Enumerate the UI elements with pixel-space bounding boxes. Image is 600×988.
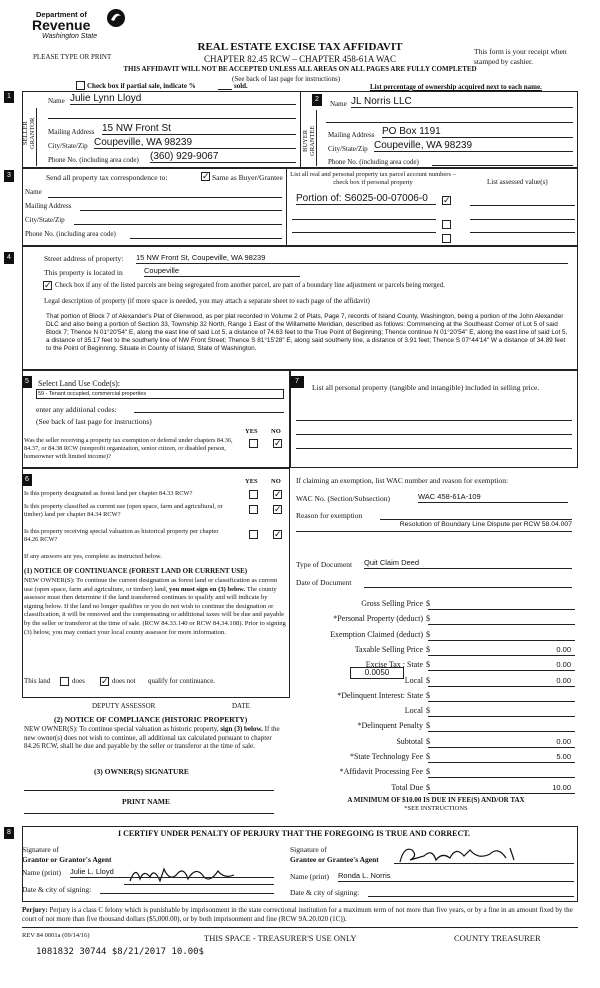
exemption-label: If claiming an exemption, list WAC number and reason for exemption:: [296, 476, 509, 485]
reason-text[interactable]: Resolution of Boundary Line Dispute per RCW 58.04.007: [296, 521, 572, 532]
notice-1-title: (1) NOTICE OF CONTINUANCE (FOREST LAND OR CURRENT USE): [24, 567, 248, 575]
fee-dollar-sign: $: [426, 752, 430, 761]
fee-line[interactable]: [428, 609, 575, 610]
parcel-3[interactable]: [292, 232, 436, 233]
section-2-number: 2: [312, 94, 322, 106]
see-instructions: *SEE INSTRUCTIONS: [404, 805, 468, 812]
form-subtitle: CHAPTER 82.45 RCW – CHAPTER 458-61A WAC: [204, 54, 396, 64]
grantee-signature[interactable]: [394, 842, 574, 864]
parcel-1[interactable]: Portion of: S6025-00-07006-0: [296, 193, 436, 205]
fee-label: *Personal Property (deduct): [333, 614, 423, 624]
land-use-select[interactable]: 59 - Tenant occupied, commercial properties: [36, 389, 284, 399]
fee-line[interactable]: [428, 793, 575, 794]
see-back-note: (See back of last page for instructions): [232, 75, 341, 83]
dept-state: Washington State: [42, 33, 98, 40]
deputy-label: DEPUTY ASSESSOR: [92, 702, 156, 710]
fee-row: [300, 783, 575, 795]
fee-line[interactable]: [428, 670, 575, 671]
doc-date[interactable]: [364, 587, 572, 588]
parcel-2-personal-checkbox[interactable]: [442, 220, 451, 229]
does-not-checkbox[interactable]: ✓: [101, 676, 109, 686]
fee-dollar-sign: $: [426, 660, 430, 670]
grantor-date-city-label: Date & city of signing:: [22, 885, 92, 894]
grantor-print-name[interactable]: Julie L. Lloyd: [70, 867, 274, 878]
fee-line[interactable]: [428, 701, 575, 702]
fee-dollar-sign: $: [426, 644, 430, 654]
buyer-mail-label: Mailing Address: [328, 131, 375, 139]
assessed-1[interactable]: [470, 205, 575, 206]
fee-dollar-sign: $: [426, 629, 430, 639]
fee-dollar-sign: $: [426, 614, 430, 624]
buyer-name[interactable]: JL Norris LLC: [351, 96, 573, 108]
parcel-header: List all real and personal property tax parcel account numbers – check box if personal property: [290, 171, 456, 186]
fee-dollar-sign: $: [426, 736, 430, 746]
seller-grantor-label: SELLER GRANTOR: [22, 117, 36, 149]
section-7-number: 7: [290, 376, 304, 388]
located-label: This property is located in: [44, 268, 123, 277]
dept-logo-icon: [106, 8, 126, 28]
section-5-number: 5: [22, 376, 32, 388]
same-as-buyer-checkbox[interactable]: ✓: [202, 171, 210, 181]
corr-name[interactable]: [48, 197, 282, 198]
legal-label: Legal description of property (if more space is needed, you may attach a separate sheet to each page of the affidavit): [44, 297, 370, 305]
deputy-date-label: DATE: [232, 702, 250, 710]
no-header-5: NO: [271, 428, 281, 435]
fee-dollar-sign: $: [426, 599, 430, 608]
section-1-number: 1: [4, 91, 14, 103]
dept-top: Department of: [36, 10, 87, 19]
fee-value[interactable]: 0.00: [556, 675, 571, 685]
fee-label: Exemption Claimed (deduct): [330, 629, 423, 639]
fee-label: Total Due: [391, 782, 423, 792]
fee-label: *Delinquent Interest: State: [337, 690, 423, 700]
personal-property-label: List all personal property (tangible and intangible) included in selling price.: [312, 383, 540, 392]
partial-sale-pct[interactable]: [218, 89, 232, 90]
notice-2-bold: sign (3) below.: [220, 725, 263, 733]
sig-grantor-label-b: Grantor or Grantor's Agent: [22, 855, 112, 864]
grantor-print-label: Name (print): [22, 868, 61, 877]
fee-row: [300, 660, 575, 672]
fee-label: Gross Selling Price: [361, 599, 423, 608]
exemption-question: Was the seller receiving a property tax exemption or deferral under chapters 84.36, 84.37, or 84.38 RCW (nonprofit organization, senior citizen, or disabled person, homeowner with limited income)?: [24, 437, 233, 460]
fee-row: [300, 599, 575, 611]
fee-line[interactable]: [428, 640, 575, 641]
fee-row: [300, 767, 575, 779]
fee-row: [300, 737, 575, 749]
q6-2-no-checkbox[interactable]: ✓: [274, 504, 282, 514]
corr-city[interactable]: [74, 224, 282, 225]
section-3-number: 3: [4, 170, 14, 182]
treasurer-stamp: 1081832 30744 $8/21/2017 10.00$: [36, 947, 204, 957]
minimum-note: A MINIMUM OF $10.00 IS DUE IN FEE(S) AND/OR TAX: [347, 796, 525, 804]
perjury-note: [22, 906, 578, 924]
personal-property-2[interactable]: [296, 434, 572, 435]
seller-city-label: City/State/Zip: [48, 142, 88, 150]
does-checkbox[interactable]: [60, 677, 69, 686]
print-name[interactable]: [24, 813, 274, 814]
fee-row: [300, 752, 575, 764]
see-back-5: (See back of last page for instructions): [36, 417, 152, 426]
assessed-3[interactable]: [470, 232, 575, 233]
dept-logo: [32, 8, 124, 42]
fee-dollar-sign: $: [426, 721, 430, 731]
this-land-label: This land: [24, 677, 51, 685]
parcel-1-personal-checkbox[interactable]: ✓: [443, 195, 451, 205]
buyer-mail[interactable]: PO Box 1191: [382, 126, 573, 138]
section-4-number: 4: [4, 252, 14, 264]
q5-yes-checkbox[interactable]: [249, 439, 258, 448]
ownership-note: List percentage of ownership acquired next to each name.: [370, 83, 542, 91]
fee-row: [300, 614, 575, 626]
q6-3-label: Is this property receiving special valuation as historical property per chapter 84.26 RCW?: [24, 528, 219, 543]
form-title: REAL ESTATE EXCISE TAX AFFIDAVIT: [197, 41, 403, 53]
send-correspondence-label: Send all property tax correspondence to:: [46, 173, 168, 182]
fee-dollar-sign: $: [426, 782, 430, 792]
rev-number: REV 84 0001a (09/14/16): [22, 932, 90, 939]
fee-row: [300, 676, 575, 688]
fee-row: [300, 706, 575, 718]
fee-label: *Delinquent Penalty: [357, 721, 423, 731]
segregated-checkbox[interactable]: ✓: [44, 280, 52, 290]
partial-sale-label: Check box if partial sale, indicate %: [87, 82, 196, 90]
fee-label: *State Technology Fee: [349, 752, 423, 761]
no-header-6: NO: [271, 478, 281, 485]
fee-value[interactable]: 0.00: [556, 736, 571, 746]
fee-dollar-sign: $: [426, 690, 430, 700]
deputy-signature[interactable]: [24, 697, 274, 698]
local-rate-box[interactable]: 0.0050: [350, 667, 404, 679]
corr-mail-label: Mailing Address: [25, 202, 72, 210]
fee-label: *Affidavit Processing Fee: [339, 767, 423, 777]
notice-2-title: (2) NOTICE OF COMPLIANCE (HISTORIC PROPERTY): [54, 715, 248, 724]
corr-mail[interactable]: [80, 210, 282, 211]
fee-label: Excise Tax : State: [365, 660, 423, 670]
sig-grantee-label-b: Grantee or Grantee's Agent: [290, 855, 379, 864]
owner-signature[interactable]: [24, 790, 274, 791]
buyer-name-extra[interactable]: [326, 122, 573, 123]
perjury-label: Perjury:: [22, 906, 48, 914]
notice-1-bold: you must sign on (3) below.: [169, 585, 246, 593]
personal-property-1[interactable]: [296, 420, 572, 421]
county-treasurer: COUNTY TREASURER: [454, 933, 541, 943]
parcel-2[interactable]: [292, 219, 436, 220]
buyer-city[interactable]: Coupeville, WA 98239: [374, 140, 573, 152]
corr-name-label: Name: [25, 188, 42, 196]
fee-dollar-sign: $: [426, 767, 430, 777]
notice-2-text-b: If the new owner(s) does not wish to continue, all additional tax calculated pursuant to chapter 84.26 RCW, shall be due and payable by the seller or transferor at the time of sale.: [24, 725, 280, 751]
fee-line[interactable]: [428, 747, 575, 748]
seller-name[interactable]: Julie Lynn Lloyd: [70, 93, 296, 105]
reason-line[interactable]: [380, 519, 572, 520]
seller-name-extra[interactable]: [48, 118, 296, 119]
located-in[interactable]: Coupeville: [144, 266, 300, 277]
dept-main: Revenue: [32, 17, 91, 33]
fee-value[interactable]: 0.00: [556, 644, 571, 654]
doc-type-label: Type of Document: [296, 560, 353, 569]
additional-codes[interactable]: [134, 412, 284, 413]
buyer-city-label: City/State/Zip: [328, 145, 368, 153]
seller-phone[interactable]: (360) 929-9067: [150, 151, 296, 163]
legal-description[interactable]: That portion of Block 7 of Alexander's Plat of Glenwood, as per plat recorded in Volume 2 of Plats, Page 7, records of Island County, Washington, being a portion of the John Alexander DLC and also being a portion of Section 33, Township 32 North, Range 1 East of the Willamette Meridian, described as follows: Commencing at the Southeast Corner of Lot 5 of said Block 7; Thence N 01°20'54" E, along the east line of said Lot 5, a distance of 74.63 feet to the True Point of Beginning; Thence continue N 01°20'54" E, along the east line of said Lot 5, a distance of 35.17 feet to the southerly line of NW Front Street; Thence S 81°15'28" E, along said southerly line, a distance of 3.91 feet; Thence S 07°44'14" W a distance of 34.89 feet to the Point of Beginning. Situate in County of Island, State of Washington.: [46, 313, 568, 352]
seller-mail[interactable]: 15 NW Front St: [102, 123, 296, 135]
grantor-date-city[interactable]: [100, 893, 274, 894]
sig-grantee-label-a: Signature of: [290, 845, 327, 854]
if-any-yes: If any answers are yes, complete as instructed below.: [24, 553, 162, 560]
fee-line[interactable]: [428, 716, 575, 717]
parcel-3-personal-checkbox[interactable]: [442, 234, 451, 243]
qualify-label: qualify for continuance.: [148, 677, 216, 685]
fee-label: Local: [404, 675, 423, 685]
notice-2-text: [24, 725, 286, 751]
sig-grantor-label-a: Signature of: [22, 845, 59, 854]
doc-date-label: Date of Document: [296, 578, 352, 587]
buyer-phone-label: Phone No. (including area code): [328, 158, 419, 166]
reason-label: Reason for exemption: [296, 511, 363, 520]
does-not-label: does not: [112, 677, 136, 685]
fee-value[interactable]: 5.00: [556, 752, 571, 761]
section-6-number: 6: [22, 474, 32, 486]
grantee-date-city-label: Date & city of signing:: [290, 888, 360, 897]
treasurer-space: THIS SPACE - TREASURER'S USE ONLY: [204, 933, 357, 943]
corr-phone-label: Phone No. (including area code): [25, 230, 116, 238]
receipt-note: This form is your receipt when stamped by cashier.: [474, 47, 567, 66]
q5-no-checkbox[interactable]: ✓: [274, 438, 282, 448]
q6-2-label: Is this property classified as current use (open space, farm and agricultural, or timber) land per chapter 84.34 RCW?: [24, 503, 223, 518]
same-as-buyer-label: Same as Buyer/Grantee: [212, 173, 283, 182]
fee-line[interactable]: [428, 686, 575, 687]
q6-1-yes-checkbox[interactable]: [249, 490, 258, 499]
wac-number[interactable]: WAC 458-61A-109: [418, 492, 568, 503]
fee-line[interactable]: [428, 731, 575, 732]
seller-phone-label: Phone No. (including area code): [48, 156, 139, 164]
fee-value[interactable]: 10.00: [552, 782, 571, 792]
notice-1-text-a: NEW OWNER(S): To continue the current designation as forest land or classification as current use (open space, farm and agriculture, or timber) land,: [24, 577, 278, 593]
notice-2-text-a: NEW OWNER(S): To continue special valuation as historic property,: [24, 725, 219, 733]
fee-dollar-sign: $: [426, 706, 430, 716]
seller-city[interactable]: Coupeville, WA 98239: [94, 137, 296, 149]
street-address[interactable]: 15 NW Front St, Coupeville, WA 98239: [136, 253, 568, 264]
notice-1-text: [24, 577, 286, 637]
fee-line[interactable]: [428, 655, 575, 656]
partial-sale-checkbox[interactable]: [76, 81, 85, 90]
corr-city-label: City/State/Zip: [25, 216, 65, 224]
sold-label: sold.: [234, 82, 248, 90]
notice-1-text-b: The county assessor must then determine if the land transferred continues to qualify and will indicate by signing below. If the land no longer qualifies or you do not wish to continue the designation or classification, it will be removed and the compensating or additional taxes will be due and payable by the seller or transferor at the time of sale. (RCW 84.33.140 or RCW 84.34.108). Prior to signing (3) below, you may contact your local county assessor for more information.: [24, 585, 286, 636]
seller-name-label: Name: [48, 97, 65, 105]
yes-header-6: YES: [245, 478, 258, 485]
fee-line[interactable]: [428, 762, 575, 763]
fee-row: [300, 691, 575, 703]
fee-label: Subtotal: [396, 736, 423, 746]
perjury-text: Perjury is a class C felony which is punishable by imprisonment in the state correctional institution for a maximum term of not more than five years, or by a fine in an amount fixed by the court of not more than five thousand dollars ($5,000.00), or by both imprisonment and fine (RCW 9A.20.020 (1C)).: [22, 906, 573, 923]
seller-mail-label: Mailing Address: [48, 128, 95, 136]
q6-1-no-checkbox[interactable]: ✓: [274, 489, 282, 499]
fee-row: [300, 721, 575, 733]
q6-3-no-checkbox[interactable]: ✓: [274, 529, 282, 539]
buyer-phone[interactable]: [432, 165, 573, 166]
fee-row: [300, 645, 575, 657]
fee-line[interactable]: [428, 777, 575, 778]
assessed-header: List assessed value(s): [487, 178, 548, 186]
doc-type[interactable]: Quit Claim Deed: [364, 558, 572, 569]
buyer-grantee-label: BUYER GRANTEE: [302, 125, 316, 157]
q6-1-label: Is this property designated as forest land per chapter 84.33 RCW?: [24, 490, 193, 497]
fee-label: Local: [404, 706, 423, 716]
grantee-print-label: Name (print): [290, 872, 329, 881]
please-type: PLEASE TYPE OR PRINT: [33, 53, 112, 61]
personal-property-3[interactable]: [296, 448, 572, 449]
q6-2-yes-checkbox[interactable]: [249, 505, 258, 514]
section-8-number: 8: [4, 827, 14, 839]
wac-label: WAC No. (Section/Subsection): [296, 494, 390, 503]
fee-dollar-sign: $: [426, 675, 430, 685]
grantee-date-city[interactable]: [368, 896, 574, 897]
q6-3-yes-checkbox[interactable]: [249, 530, 258, 539]
form-warning: THIS AFFIDAVIT WILL NOT BE ACCEPTED UNLESS ALL AREAS ON ALL PAGES ARE FULLY COMPLETED: [123, 65, 477, 73]
corr-phone[interactable]: [130, 238, 282, 239]
yes-header-5: YES: [245, 428, 258, 435]
owner-signature-label: (3) OWNER(S) SIGNATURE: [94, 767, 189, 776]
grantee-signature-icon: [394, 842, 574, 866]
grantee-print-name[interactable]: Ronda L. Norris: [338, 871, 574, 882]
land-use-label: Select Land Use Code(s):: [38, 379, 120, 388]
buyer-name-label: Name: [330, 100, 347, 108]
fee-row: [300, 630, 575, 642]
fee-line[interactable]: [428, 624, 575, 625]
fee-value[interactable]: 0.00: [556, 660, 571, 670]
segregated-label: Check box if any of the listed parcels are being segregated from another parcel, are part of a boundary line adjustment or parcels being merged.: [55, 282, 445, 289]
assessed-2[interactable]: [470, 219, 575, 220]
fee-label: Taxable Selling Price: [354, 644, 423, 654]
does-label: does: [72, 677, 85, 685]
certify-statement: I CERTIFY UNDER PENALTY OF PERJURY THAT THE FOREGOING IS TRUE AND CORRECT.: [118, 829, 471, 838]
print-name-label: PRINT NAME: [122, 797, 170, 806]
additional-codes-label: enter any additional codes:: [36, 405, 117, 414]
street-label: Street address of property:: [44, 254, 124, 263]
